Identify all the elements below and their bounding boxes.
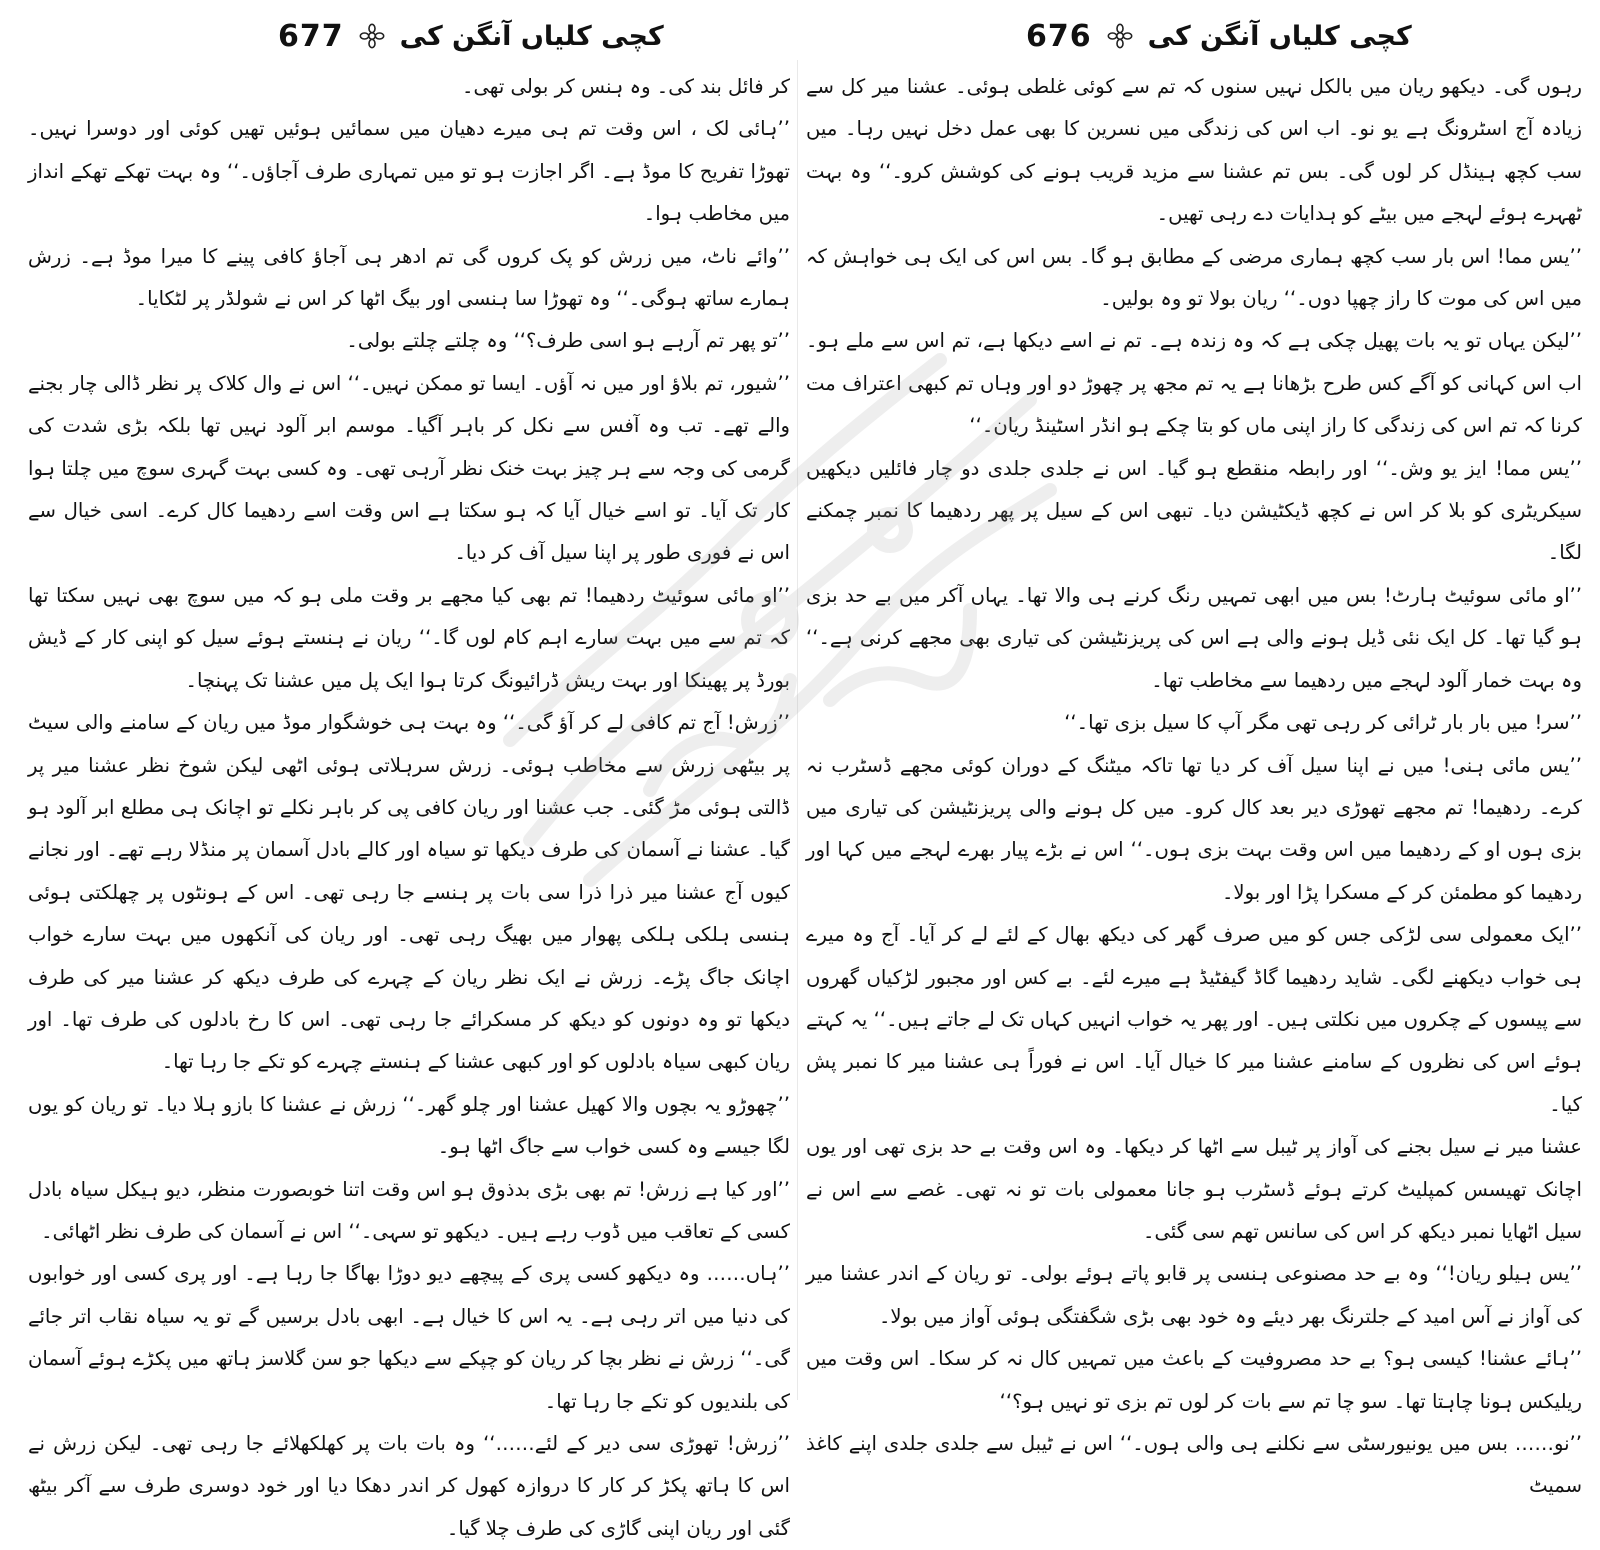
paragraph: ’’شیور، تم بلاؤ اور میں نہ آؤں۔ ایسا تو ممکن نہیں۔‘‘ اس نے وال کلاک پر نظر ڈالی چار بجنے والے تھے۔ تب وہ آفس سے نکل کر باہر آگیا۔ موسم ابر آلود نہیں تھا بلکہ بڑی شدت کی گرمی کی وجہ سے ہر چیز بہت خنک نظر آرہی تھی۔ وہ کسی بہت گہری سوچ میں چلتا ہوا کار تک آیا۔ تو اسے خیال آیا کہ ہو سکتا ہے اس وقت اسے ردھیما کال کرے۔ اسی خیال سے اس نے فوری طور پر اپنا سیل آف کر دیا۔ — [28, 371, 790, 565]
page-676 — [806, 0, 1582, 1498]
paragraph: ’’لیکن یہاں تو یہ بات پھیل چکی ہے کہ وہ زندہ ہے۔ تم نے اسے دیکھا ہے، تم اس سے ملے ہو۔ اب اس کہانی کو آگے کس طرح بڑھانا ہے یہ تم مجھ پر چھوڑ دو اور وہاں تم کبھی اعتراف مت کرنا کہ تم اس کی زندگی کا راز اپنی ماں کو بتا چکے ہو انڈر اسٹینڈ ریان۔‘‘ — [806, 329, 1582, 438]
page-body — [28, 66, 790, 1550]
page-number: 677 — [278, 18, 344, 54]
paragraph: ’’زرش! آج تم کافی لے کر آؤ گی۔‘‘ وہ بہت ہی خوشگوار موڈ میں ریان کے سامنے والی سیٹ پر بیٹھی زرش سے مخاطب ہوئی۔ زرش سرہلاتی ہوئی اٹھی لیکن شوخ نظر عشنا میر پر ڈالتی ہوئی مڑ گئی۔ جب عشنا اور ریان کافی پی کر باہر نکلے تو اچانک ہی مطلع ابر آلود ہو گیا۔ عشنا نے آسمان کی طرف دیکھا تو سیاہ اور کالے بادل آسمان پر منڈلا رہے تھے۔ اور نجانے کیوں آج عشنا میر ذرا ذرا سی بات پر ہنسے جا رہی تھی۔ اس کے ہونٹوں پر چھلکتی ہوئی ہنسی ہلکی ہلکی پھوار میں بھیگ رہی تھی۔ اور ریان کی آنکھوں میں بہت سارے خواب اچانک جاگ پڑے۔ زرش نے ایک نظر ریان کے چہرے کی طرف دیکھ کر عشنا میر کی طرف دیکھا تو وہ دونوں کو دیکھ کر مسکرائے جا رہی تھی۔ اس کا رخ بادلوں کی طرف تھا۔ اور ریان کبھی سیاہ بادلوں کو اور کبھی عشنا کے ہنستے چہرے کو تکے جا رہا تھا۔ — [28, 711, 790, 1074]
book-title: کچی کلیاں آنگن کی — [399, 20, 664, 52]
paragraph: ’’یس مائی ہنی! میں نے اپنا سیل آف کر دیا تھا تاکہ میٹنگ کے دوران کوئی مجھے ڈسٹرب نہ کرے۔ ردھیما! تم مجھے تھوڑی دیر بعد کال کرو۔ میں کل ہونے والی پریزنٹیشن کی تیاری میں بزی ہوں او کے ردھیما میں اس وقت بہت بزی ہوں۔‘‘ اس نے بڑے پیار بھرے لہجے میں کہا اور ردھیما کو مطمئن کر کے مسکرا پڑا اور بولا۔ — [806, 753, 1582, 904]
page-body — [806, 66, 1582, 1508]
paragraph: ’’وائے ناٹ، میں زرش کو پک کروں گی تم ادھر ہی آجاؤ کافی پینے کا میرا موڈ ہے۔ زرش ہمارے ساتھ ہوگی۔‘‘ وہ تھوڑا سا ہنسی اور بیگ اٹھا کر اس نے شولڈر پر لٹکایا۔ — [28, 244, 790, 311]
book-title: کچی کلیاں آنگن کی — [1147, 20, 1412, 52]
paragraph: کر فائل بند کی۔ وہ ہنس کر بولی تھی۔ — [461, 75, 790, 98]
page-gutter — [797, 60, 798, 1400]
page-header — [278, 14, 664, 58]
paragraph: ’’یس مما! ایز یو وش۔‘‘ اور رابطہ منقطع ہو گیا۔ اس نے جلدی جلدی دو چار فائلیں دیکھیں سیکریٹری کو بلا کر اس نے کچھ ڈیکٹیشن دیا۔ تبھی اس کے سیل پر پھر ردھیما کا نمبر چمکنے لگا۔ — [806, 456, 1582, 565]
paragraph: ’’ہائے عشنا! کیسی ہو؟ بے حد مصروفیت کے باعث میں تمہیں کال نہ کر سکا۔ اس وقت میں ریلیکس ہونا چاہتا تھا۔ سو چا تم سے بات کر لوں تم بزی تو نہیں ہو؟‘‘ — [806, 1347, 1582, 1413]
flower-ornament-icon — [358, 22, 386, 50]
paragraph: ’’نو…… بس میں یونیورسٹی سے نکلنے ہی والی ہوں۔‘‘ اس نے ٹیبل سے جلدی جلدی اپنے کاغذ سمیٹ — [806, 1432, 1582, 1498]
paragraph: ’’چھوڑو یہ بچوں والا کھیل عشنا اور چلو گھر۔‘‘ زرش نے عشنا کا بازو ہلا دیا۔ تو ریان کو یوں لگا جیسے وہ کسی خواب سے جاگ اٹھا ہو۔ — [28, 1092, 790, 1159]
page-677 — [28, 0, 790, 1540]
paragraph: ’’او مائی سوئیٹ ہارٹ! بس میں ابھی تمہیں رنگ کرنے ہی والا تھا۔ یہاں آکر میں بے حد بزی ہو گیا تھا۔ کل ایک نئی ڈیل ہونے والی ہے اس کی پریزنٹیشن کی تیاری بھی مجھے کرنی ہے۔‘‘ وہ بہت خمار آلود لہجے میں ردھیما سے مخاطب تھا۔ — [806, 583, 1582, 692]
paragraph: رہوں گی۔ دیکھو ریان میں بالکل نہیں سنوں کہ تم سے کوئی غلطی ہوئی۔ عشنا میر کل سے زیادہ آج اسٹرونگ ہے یو نو۔ اب اس کی زندگی میں نسرین کا بھی عمل دخل نہیں رہا۔ میں سب کچھ ہینڈل کر لوں گی۔ بس تم عشنا سے مزید قریب ہونے کی کوشش کرو۔‘‘ وہ بہت ٹھہرے ہوئے لہجے میں بیٹے کو ہدایات دے رہی تھیں۔ — [806, 75, 1582, 226]
paragraph: ’’ایک معمولی سی لڑکی جس کو میں صرف گھر کی دیکھ بھال کے لئے لے کر آیا۔ آج وہ میرے ہی خواب دیکھنے لگی۔ شاید ردھیما گاڈ گیفٹیڈ ہے میرے لئے۔ بے کس اور مجبور لڑکیاں گھروں سے پیسوں کے چکروں میں نکلتی ہیں۔ اور پھر یہ خواب انہیں کہاں تک لے جاتے ہیں۔‘‘ یہ کہتے ہوئے اس کی نظروں کے سامنے عشنا میر کا خیال آیا۔ اس نے فوراً ہی عشنا میر کا نمبر پش کیا۔ — [806, 923, 1582, 1116]
paragraph: ’’او مائی سوئیٹ ردھیما! تم بھی کیا مجھے بر وقت ملی ہو کہ میں سوچ بھی نہیں سکتا تھا کہ تم سے میں بہت سارے اہم کام لوں گا۔‘‘ ریان نے ہنستے ہوئے سیل کو اپنی کار کے ڈیش بورڈ پر پھینکا اور بہت ریش ڈرائیونگ کرتا ہوا ایک پل میں عشنا تک پہنچا۔ — [28, 583, 790, 692]
flower-ornament-icon — [1106, 22, 1134, 50]
paragraph: ’’یس مما! اس بار سب کچھ ہماری مرضی کے مطابق ہو گا۔ بس اس کی ایک ہی خواہش کہ میں اس کی موت کا راز چھپا دوں۔‘‘ ریان بولا تو وہ بولیں۔ — [806, 244, 1582, 311]
paragraph: عشنا میر نے سیل بجنے کی آواز پر ٹیبل سے اٹھا کر دیکھا۔ وہ اس وقت بے حد بزی تھی اور یوں اچانک تھیسس کمپلیٹ کرتے ہوئے ڈسٹرب ہو جانا معمولی بات تو نہ تھی۔ غصے سے اس نے سیل اٹھایا نمبر دیکھ کر اس کی سانس تھم سی گئی۔ — [806, 1135, 1582, 1243]
paragraph: ’’تو پھر تم آرہے ہو اسی طرف؟‘‘ وہ چلتے چلتے بولی۔ — [346, 329, 790, 353]
paragraph: ’’اور کیا ہے زرش! تم بھی بڑی بدذوق ہو اس وقت اتنا خوبصورت منظر، دیو ہیکل سیاہ بادل کسی کے تعاقب میں ڈوب رہے ہیں۔ دیکھو تو سہی۔‘‘ اس نے آسمان کی طرف نظر اٹھائی۔ — [28, 1177, 790, 1243]
page-number: 676 — [1026, 18, 1092, 54]
paragraph: ’’سر! میں بار بار ٹرائی کر رہی تھی مگر آپ کا سیل بزی تھا۔‘‘ — [1064, 711, 1582, 735]
paragraph: ’’یس ہیلو ریان!‘‘ وہ بے حد مصنوعی ہنسی پر قابو پاتے ہوئے بولی۔ تو ریان کے اندر عشنا میر کی آواز نے آس امید کے جلترنگ بھر دیئے وہ خود بھی بڑی شگفتگی ہوئی آواز میں بولا۔ — [806, 1262, 1582, 1328]
paragraph: ’’زرش! تھوڑی سی دیر کے لئے……‘‘ وہ بات بات پر کھلکھلائے جا رہی تھی۔ لیکن زرش نے اس کا ہاتھ پکڑ کر کار کا دروازہ کھول کر اندر دھکا دیا اور خود دوسری طرف سے آکر بیٹھ گئی اور ریان اپنی گاڑی کی طرف چلا گیا۔ — [28, 1432, 790, 1540]
page-header — [1026, 14, 1412, 58]
paragraph: ’’ہائی لک ، اس وقت تم ہی میرے دھیان میں سمائیں ہوئیں تھیں کوئی اور دوسرا نہیں۔ تھوڑا تفریح کا موڈ ہے۔ اگر اجازت ہو تو میں تمہاری طرف آجاؤں۔‘‘ وہ بہت تھکے تھکے انداز میں مخاطب ہوا۔ — [28, 117, 790, 226]
paragraph: ’’ہاں…… وہ دیکھو کسی پری کے پیچھے دیو دوڑا بھاگا جا رہا ہے۔ اور پری کسی اور خوابوں کی دنیا میں اتر رہی ہے۔ یہ اس کا خیال ہے۔ ابھی بادل برسیں گے تو یہ سیاہ نقاب اتر جائے گی۔‘‘ زرش نے نظر بچا کر ریان کو چپکے سے دیکھا جو سن گلاسز ہاتھ میں پکڑے ہوئے آسمان کی بلندیوں کو تکے جا رہا تھا۔ — [28, 1262, 790, 1413]
